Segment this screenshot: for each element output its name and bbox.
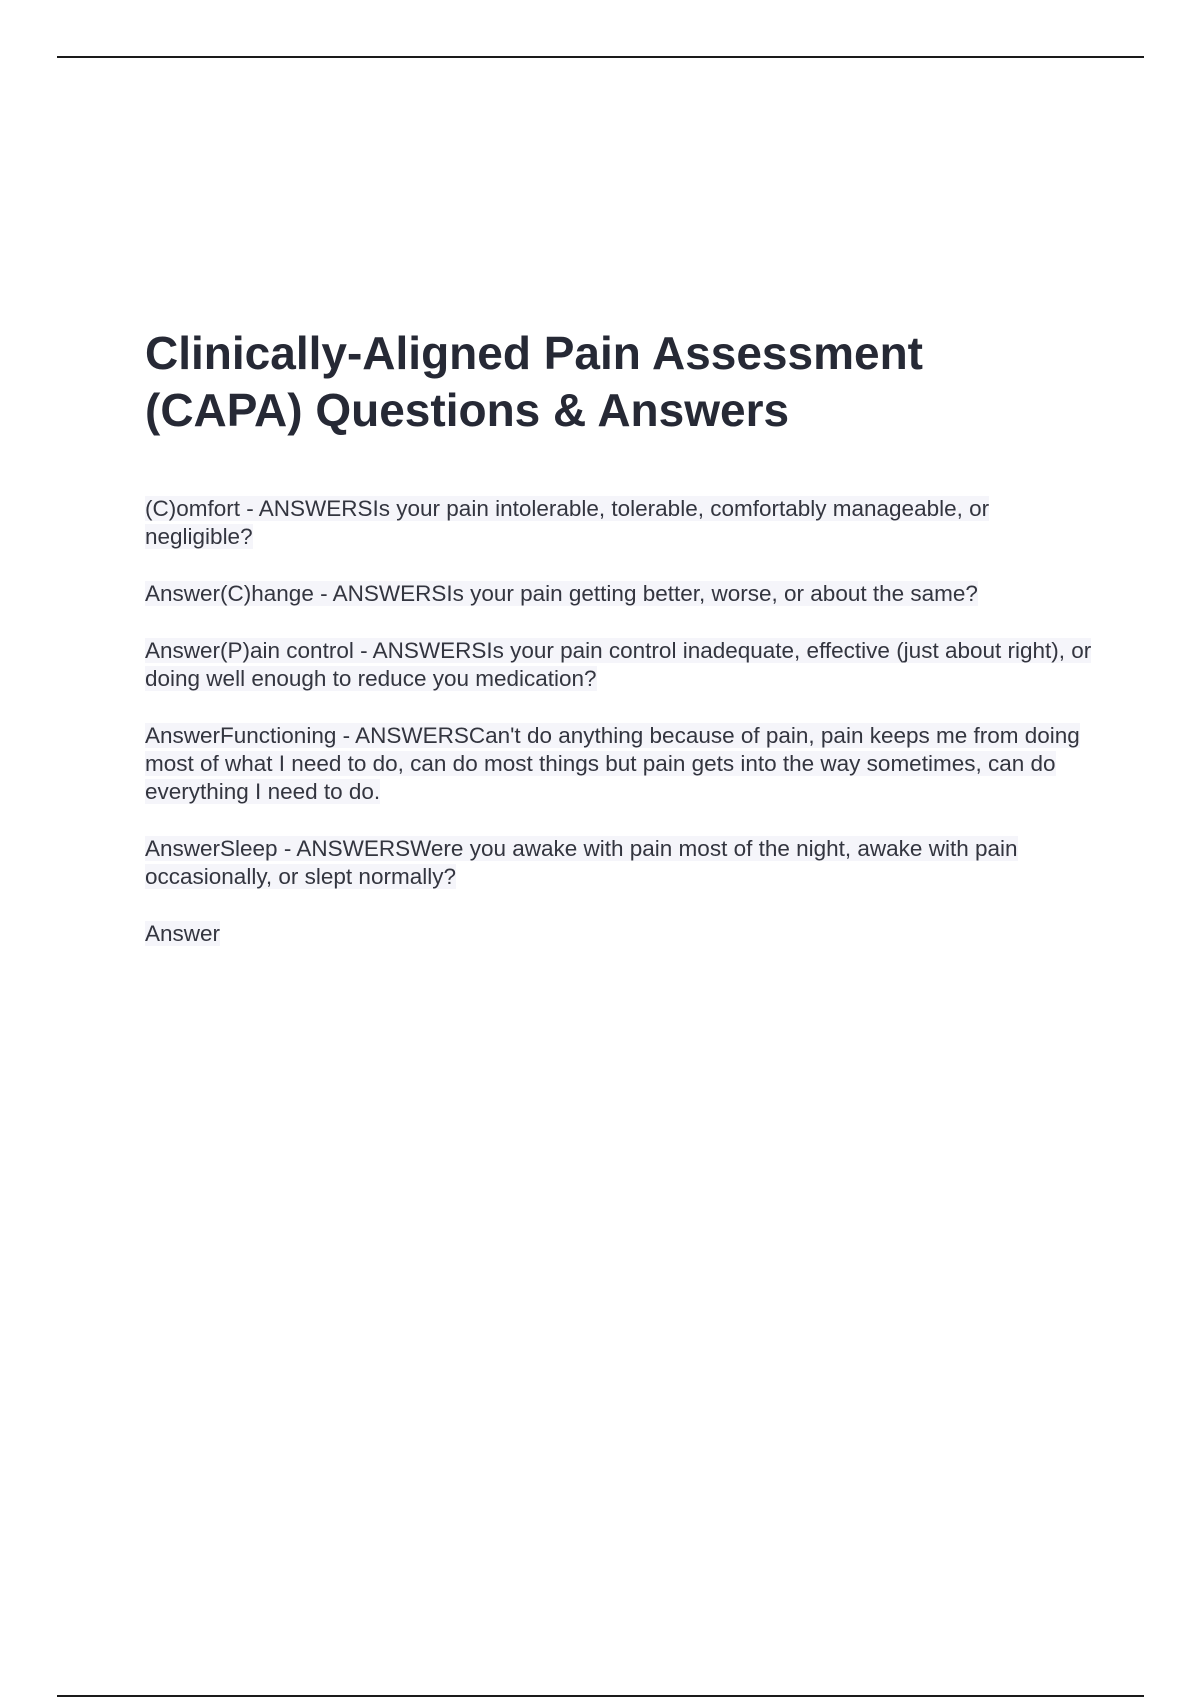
qa-text: AnswerFunctioning - ANSWERSCan't do anything because of pain, pain keeps me from doing most of what I need to do, can do most things but pain gets into the way sometimes, can do everything I need to do.	[145, 723, 1080, 804]
qa-item-change	[145, 580, 1095, 608]
qa-item-functioning	[145, 722, 1095, 806]
title-line-2: (CAPA) Questions & Answers	[145, 384, 790, 436]
qa-text: Answer(C)hange - ANSWERSIs your pain getting better, worse, or about the same?	[145, 581, 978, 606]
qa-text: Answer	[145, 921, 221, 946]
qa-text: AnswerSleep - ANSWERSWere you awake with pain most of the night, awake with pain occasionally, or slept normally?	[145, 836, 1018, 889]
qa-item-pain-control	[145, 637, 1095, 693]
qa-item-answer	[145, 920, 1095, 948]
document-title	[145, 325, 1095, 439]
document-body	[145, 325, 1095, 977]
qa-text: (C)omfort - ANSWERSIs your pain intolerable, tolerable, comfortably manageable, or negligible?	[145, 496, 990, 549]
qa-item-sleep	[145, 835, 1095, 891]
bottom-divider	[57, 1695, 1144, 1697]
qa-text: Answer(P)ain control - ANSWERSIs your pain control inadequate, effective (just about right), or doing well enough to reduce you medication?	[145, 638, 1092, 691]
title-line-1: Clinically-Aligned Pain Assessment	[145, 327, 923, 379]
qa-item-comfort	[145, 495, 1095, 551]
top-divider	[57, 56, 1144, 58]
qa-list	[145, 495, 1095, 948]
